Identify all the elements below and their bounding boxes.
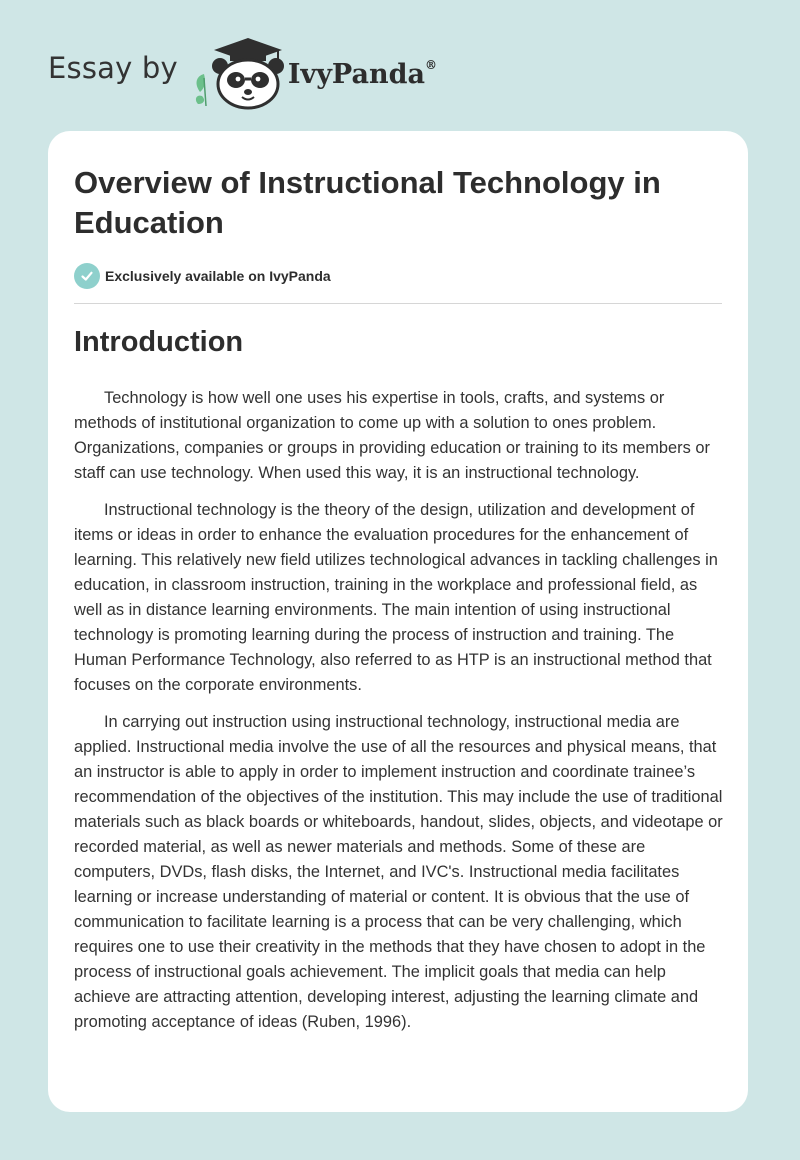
essay-body — [74, 386, 726, 1047]
registered-mark: ® — [424, 57, 437, 72]
page-title: Overview of Instructional Technology in Education — [74, 165, 661, 240]
essay-card — [48, 131, 748, 1112]
paragraph: Instructional technology is the theory of the design, utilization and development of items or ideas in order to enhance the evaluation procedures for the enhancement of learning. This relatively new field utilizes technological advances in tackling challenges in education, in classroom instruction, training in the workplace and professional field, as well as in distance learning environments. The main intention of using instructional technology is promoting learning during the process of instruction and training. The Human Performance Technology, also referred to as HTP is an instructional method that focuses on the corporate environments. — [74, 501, 718, 694]
divider — [74, 303, 722, 304]
exclusive-badge — [74, 263, 331, 289]
paragraph: Technology is how well one uses his expertise in tools, crafts, and systems or methods of institutional organization to come up with a solution to ones problem. Organizations, companies or groups in providing education or training to its members or staff can use technology. When used this way, it is an instructional technology. — [74, 389, 710, 482]
section-heading: Introduction — [74, 326, 244, 358]
check-circle-icon — [74, 263, 100, 289]
essay-by-label: Essay by — [48, 51, 178, 85]
paragraph: In carrying out instruction using instructional technology, instructional media are applied. Instructional media involve the use of all the resources and physical means, that an instructor is able to apply in order to implement instruction and coordinate trainee’s recommendation of the objectives of the institution. This may include the use of traditional materials such as black boards or whiteboards, handout, slides, objects, and videotape or recorded material, as well as newer materials and methods. Some of these are computers, DVDs, flash disks, the Internet, and IVC's. Instructional media facilitates learning or increase understanding of material or content. It is obvious that the use of communication to facilitate learning is a process that can be very challenging, which requires one to use their creativity in the methods that they have chosen to adopt in the process of instructional goals achievement. The implicit goals that media can help achieve are attracting attention, developing interest, adjusting the learning climate and promoting acceptance of ideas (Ruben, 1996). — [74, 713, 723, 1031]
panda-graduate-icon — [192, 34, 284, 110]
brand-name: IvyPanda® — [287, 57, 437, 90]
site-header — [48, 34, 437, 110]
exclusive-label: Exclusively available on IvyPanda — [105, 268, 331, 284]
